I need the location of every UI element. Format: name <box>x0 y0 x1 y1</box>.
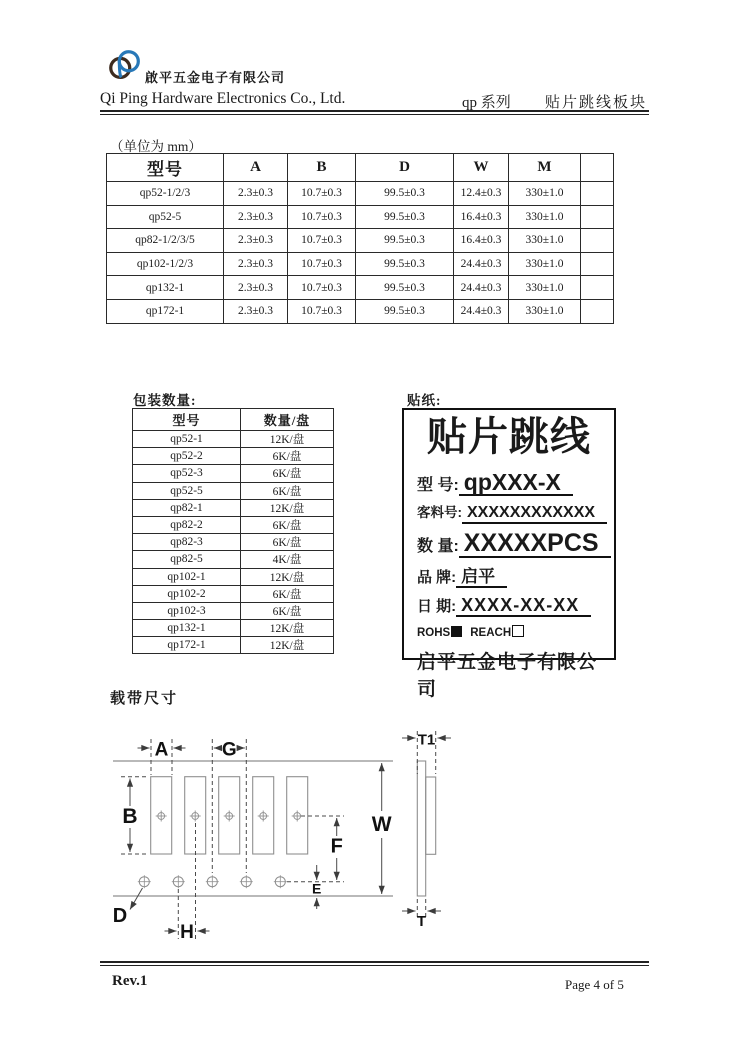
rohs-checked-box <box>451 626 462 637</box>
packaging-cell: qp82-3 <box>133 534 241 551</box>
packaging-cell: qp102-1 <box>133 568 241 585</box>
sprocket-holes <box>138 875 287 888</box>
column-header: 型号 <box>107 154 224 182</box>
packaging-cell: qp172-1 <box>133 637 241 654</box>
tape-side-view <box>417 761 435 896</box>
dimension-cell: 99.5±0.3 <box>356 299 454 323</box>
dim-label-f: F <box>330 835 343 858</box>
column-header: B <box>288 154 356 182</box>
packaging-row <box>133 448 334 465</box>
dimension-cell: 330±1.0 <box>509 299 581 323</box>
packaging-row <box>133 602 334 619</box>
sticker-field-date <box>404 595 614 617</box>
dim-label-d: D <box>112 905 128 927</box>
dimension-cell: 2.3±0.3 <box>224 182 288 206</box>
dimension-cell: 99.5±0.3 <box>356 182 454 206</box>
revision-label: Rev.1 <box>112 973 148 989</box>
packaging-cell: 12K/盘 <box>241 499 334 516</box>
packaging-cell: qp102-3 <box>133 602 241 619</box>
column-header: 型号 <box>133 409 241 431</box>
dimension-row <box>107 205 614 229</box>
dimension-cell: 24.4±0.3 <box>454 276 509 300</box>
packaging-cell: qp82-5 <box>133 551 241 568</box>
packaging-cell: 6K/盘 <box>241 448 334 465</box>
dim-label-a: A <box>154 739 169 761</box>
dimension-cell: 2.3±0.3 <box>224 229 288 253</box>
module-label: 贴片跳线板块 <box>545 95 648 111</box>
field-value: 启平 <box>456 568 507 588</box>
packaging-cell: 12K/盘 <box>241 637 334 654</box>
tape-drawing-title: 载带尺寸 <box>110 691 179 707</box>
packaging-row <box>133 482 334 499</box>
dimension-cell: 24.4±0.3 <box>454 252 509 276</box>
packaging-row <box>133 516 334 533</box>
dimension-cell: qp132-1 <box>107 276 224 300</box>
dim-label-w: W <box>371 813 392 836</box>
reach-unchecked-box <box>512 625 524 637</box>
dimension-cell: 2.3±0.3 <box>224 299 288 323</box>
dimension-cell <box>581 299 614 323</box>
dimension-cell <box>581 182 614 206</box>
packaging-cell: qp102-2 <box>133 585 241 602</box>
dimension-table-header <box>107 154 614 182</box>
packaging-cell: qp52-2 <box>133 448 241 465</box>
dimension-cell: qp52-5 <box>107 205 224 229</box>
company-logo-icon <box>106 46 144 86</box>
sticker-field-brand <box>404 566 614 588</box>
dimension-cell: 12.4±0.3 <box>454 182 509 206</box>
sticker-field-customer-code <box>404 501 614 524</box>
column-header: 数量/盘 <box>241 409 334 431</box>
field-value: XXXXXPCS <box>459 530 611 558</box>
dimension-cell: qp102-1/2/3 <box>107 252 224 276</box>
packaging-cell: qp52-5 <box>133 482 241 499</box>
dim-label-e: E <box>312 880 322 897</box>
packaging-cell: 12K/盘 <box>241 568 334 585</box>
column-header: A <box>224 154 288 182</box>
dimension-row <box>107 299 614 323</box>
dimension-cell: 330±1.0 <box>509 205 581 229</box>
dim-label-h: H <box>180 922 194 943</box>
dim-label-t1: T1 <box>417 731 436 749</box>
dimension-cell: qp52-1/2/3 <box>107 182 224 206</box>
dimension-cell: qp172-1 <box>107 299 224 323</box>
dimension-cell: 16.4±0.3 <box>454 229 509 253</box>
packaging-row <box>133 637 334 654</box>
dimension-cell: qp82-1/2/3/5 <box>107 229 224 253</box>
packaging-row <box>133 465 334 482</box>
packaging-row <box>133 620 334 637</box>
column-header: D <box>356 154 454 182</box>
packaging-title: 包装数量: <box>133 393 197 408</box>
units-note: （单位为 mm） <box>110 139 202 154</box>
carrier-tape-drawing <box>100 712 460 947</box>
packaging-cell: qp52-1 <box>133 431 241 448</box>
field-label: 型 号: <box>417 477 459 494</box>
packaging-row <box>133 568 334 585</box>
dimension-cell: 330±1.0 <box>509 229 581 253</box>
packaging-cell: qp52-3 <box>133 465 241 482</box>
dimension-table <box>106 153 614 324</box>
column-header: M <box>509 154 581 182</box>
field-value: XXXXXXXXXXXX <box>462 505 607 524</box>
dim-label-g: G <box>221 739 237 761</box>
dimension-cell: 99.5±0.3 <box>356 229 454 253</box>
dimension-cell: 330±1.0 <box>509 252 581 276</box>
company-name-cn: 啟平五金电子有限公司 <box>145 70 286 85</box>
dimension-cell <box>581 205 614 229</box>
header-rule <box>100 110 649 115</box>
column-header <box>581 154 614 182</box>
dimension-cell: 99.5±0.3 <box>356 205 454 229</box>
dim-d <box>130 888 143 910</box>
field-label: 品 牌: <box>417 569 457 587</box>
sticker-sample <box>402 408 616 700</box>
packaging-cell: qp82-2 <box>133 516 241 533</box>
packaging-row <box>133 499 334 516</box>
dimension-cell: 330±1.0 <box>509 182 581 206</box>
dimension-cell <box>581 276 614 300</box>
header-row <box>100 90 649 111</box>
packaging-cell: 6K/盘 <box>241 585 334 602</box>
field-value: XXXX-XX-XX <box>456 596 591 617</box>
packaging-table-header <box>133 409 334 431</box>
field-label: 日 期: <box>417 598 457 616</box>
dimension-cell: 10.7±0.3 <box>288 252 356 276</box>
sticker-product-name: 贴片跳线 <box>427 414 591 459</box>
reach-label: REACH <box>470 626 512 639</box>
dimension-row <box>107 276 614 300</box>
sticker-section-title: 贴纸: <box>407 393 442 408</box>
dimension-cell: 99.5±0.3 <box>356 276 454 300</box>
dimension-cell: 2.3±0.3 <box>224 276 288 300</box>
dimension-cell: 10.7±0.3 <box>288 276 356 300</box>
series-label: qp 系列 <box>462 95 511 111</box>
packaging-table <box>132 408 334 654</box>
table-header-row <box>133 409 334 431</box>
field-value: qpXXX-X <box>459 470 573 496</box>
packaging-cell: qp132-1 <box>133 620 241 637</box>
dim-label-b: B <box>122 805 138 828</box>
packaging-cell: 6K/盘 <box>241 534 334 551</box>
packaging-cell: 4K/盘 <box>241 551 334 568</box>
packaging-cell: 12K/盘 <box>241 620 334 637</box>
dimension-cell: 330±1.0 <box>509 276 581 300</box>
pocket-center-marks <box>156 811 303 822</box>
dimension-cell: 10.7±0.3 <box>288 299 356 323</box>
field-label: 数 量: <box>417 537 459 555</box>
packaging-row <box>133 585 334 602</box>
company-name-en: Qi Ping Hardware Electronics Co., Ltd. <box>100 90 346 107</box>
packaging-row <box>133 431 334 448</box>
dimension-cell: 99.5±0.3 <box>356 252 454 276</box>
sticker-field-quantity <box>404 530 614 558</box>
packaging-cell: 12K/盘 <box>241 431 334 448</box>
dimension-cell: 16.4±0.3 <box>454 205 509 229</box>
rohs-label: ROHS <box>417 626 451 639</box>
dimension-row <box>107 252 614 276</box>
table-header-row <box>107 154 614 182</box>
dimension-cell: 2.3±0.3 <box>224 252 288 276</box>
dimension-cell: 24.4±0.3 <box>454 299 509 323</box>
packaging-cell: 6K/盘 <box>241 602 334 619</box>
dimension-row <box>107 229 614 253</box>
packaging-cell: 6K/盘 <box>241 516 334 533</box>
dimension-cell: 10.7±0.3 <box>288 182 356 206</box>
packaging-cell: qp82-1 <box>133 499 241 516</box>
dimension-cell <box>581 252 614 276</box>
field-label: 客料号: <box>417 505 462 521</box>
packaging-row <box>133 534 334 551</box>
compliance-row <box>404 625 614 639</box>
dim-label-t: T <box>416 913 427 930</box>
column-header: W <box>454 154 509 182</box>
dimension-cell: 10.7±0.3 <box>288 205 356 229</box>
dimension-cell <box>581 229 614 253</box>
dimension-row <box>107 182 614 206</box>
page-number: Page 4 of 5 <box>565 977 624 992</box>
packaging-row <box>133 551 334 568</box>
dimension-cell: 10.7±0.3 <box>288 229 356 253</box>
sticker-field-model <box>404 470 614 496</box>
packaging-cell: 6K/盘 <box>241 465 334 482</box>
dimension-cell: 2.3±0.3 <box>224 205 288 229</box>
footer-rule <box>100 961 649 966</box>
packaging-cell: 6K/盘 <box>241 482 334 499</box>
sticker-company-name: 启平五金电子有限公司 <box>417 651 598 700</box>
